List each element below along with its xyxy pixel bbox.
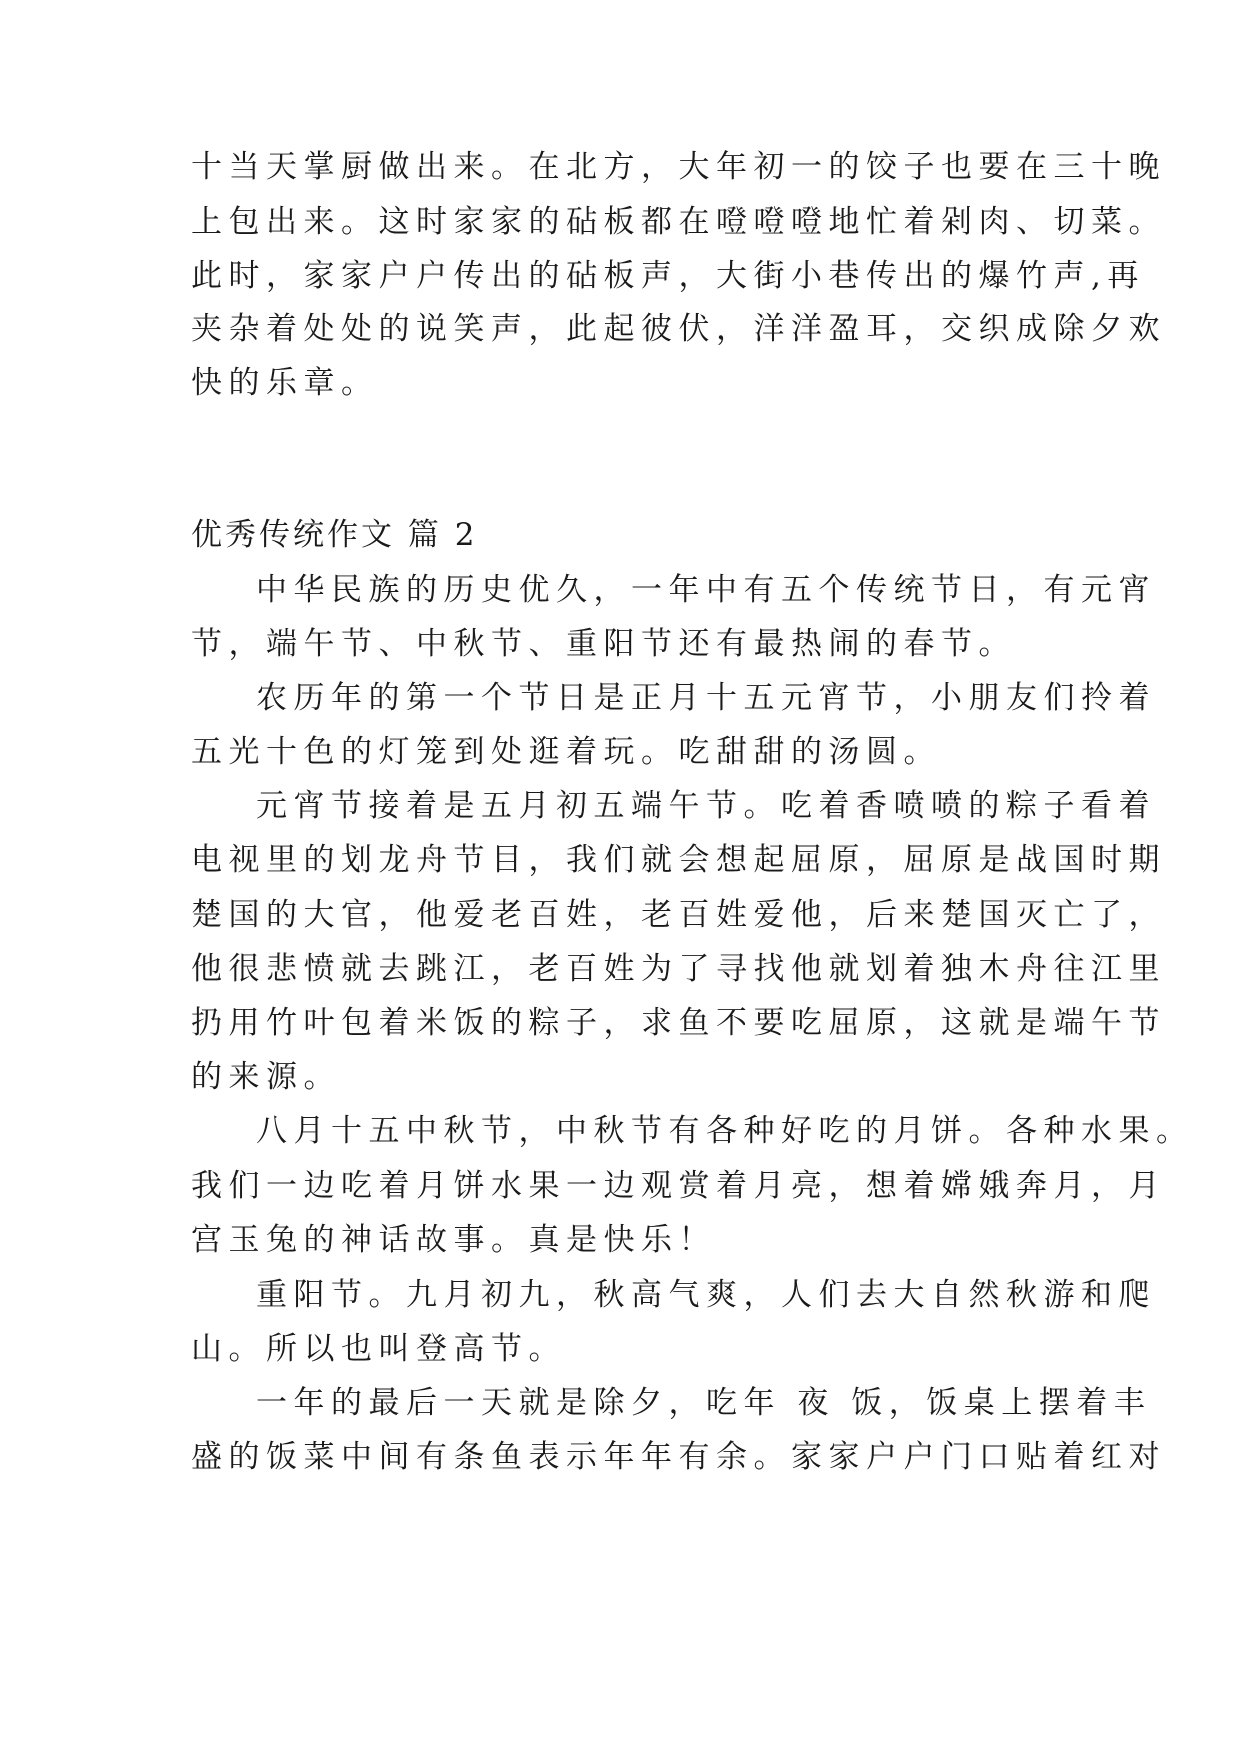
paragraph-line: 电视里的划龙舟节目，我们就会想起屈原，屈原是战国时期 [191, 842, 1166, 878]
paragraph-line: 山。所以也叫登高节。 [191, 1331, 566, 1367]
paragraph-line: 扔用竹叶包着米饭的粽子，求鱼不要吃屈原，这就是端午节 [191, 1005, 1166, 1041]
fragment-line: 快的乐章。 [191, 365, 379, 401]
paragraph-line: 宫玉兔的神话故事。真是快乐！ [191, 1222, 716, 1258]
section-title: 优秀传统作文 篇 2 [191, 517, 478, 553]
paragraph-line: 的来源。 [191, 1059, 341, 1095]
fragment-line: 上包出来。这时家家的砧板都在噔噔噔地忙着剁肉、切菜。 [191, 204, 1166, 240]
paragraph-line: 盛的饭菜中间有条鱼表示年年有余。家家户户门口贴着红对 [191, 1439, 1166, 1475]
fragment-line: 夹杂着处处的说笑声，此起彼伏，洋洋盈耳，交织成除夕欢 [191, 311, 1166, 347]
paragraph-line: 一年的最后一天就是除夕，吃年 夜 饭，饭桌上摆着丰 [256, 1385, 1152, 1421]
paragraph-line: 重阳节。九月初九，秋高气爽，人们去大自然秋游和爬 [256, 1277, 1156, 1313]
paragraph-line: 楚国的大官，他爱老百姓，老百姓爱他，后来楚国灭亡了， [191, 897, 1166, 933]
paragraph-line: 我们一边吃着月饼水果一边观赏着月亮，想着嫦娥奔月，月 [191, 1168, 1166, 1204]
fragment-line: 十当天掌厨做出来。在北方，大年初一的饺子也要在三十晚 [191, 149, 1166, 185]
paragraph-line: 五光十色的灯笼到处逛着玩。吃甜甜的汤圆。 [191, 734, 941, 770]
paragraph-line: 元宵节接着是五月初五端午节。吃着香喷喷的粽子看着 [256, 788, 1156, 824]
paragraph-line: 八月十五中秋节，中秋节有各种好吃的月饼。各种水果。 [256, 1113, 1194, 1149]
paragraph-line: 他很悲愤就去跳江，老百姓为了寻找他就划着独木舟往江里 [191, 951, 1166, 987]
fragment-line: 此时，家家户户传出的砧板声，大街小巷传出的爆竹声,再 [191, 258, 1145, 294]
paragraph-line: 中华民族的历史优久，一年中有五个传统节日，有元宵 [256, 572, 1156, 608]
paragraph-line: 农历年的第一个节日是正月十五元宵节，小朋友们拎着 [256, 680, 1156, 716]
paragraph-line: 节，端午节、中秋节、重阳节还有最热闹的春节。 [191, 626, 1016, 662]
